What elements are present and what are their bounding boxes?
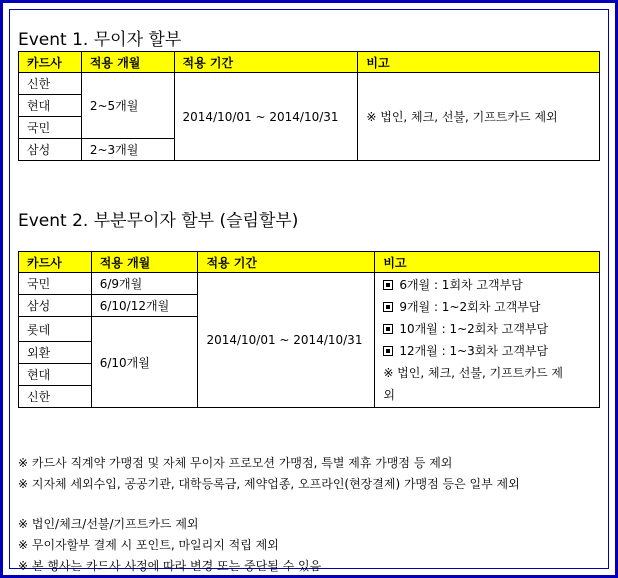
period-value: 2014/10/01 ~ 2014/10/31: [174, 73, 358, 161]
header-card: 카드사: [19, 52, 82, 73]
footnote: ※ 카드사 직계약 가맹점 및 자체 무이자 프로모션 가맹점, 특별 제휴 가맹점 등 제외: [18, 456, 453, 470]
months-value: 6/9개월: [91, 273, 198, 295]
footnote: ※ 법인/체크/선불/기프트카드 제외: [18, 517, 199, 531]
months-value: 6/10개월: [91, 317, 198, 408]
footnotes-group-2: [18, 514, 321, 577]
months-value: 6/10/12개월: [91, 295, 198, 317]
card-name: 신한: [19, 386, 92, 408]
card-name: 현대: [19, 364, 92, 386]
footnote: ※ 지자체 세외수입, 공공기관, 대학등록금, 제약업종, 오프라인(현장결제) 가맹점 등은 일부 제외: [18, 477, 520, 491]
note-text: 9개월 : 1~2회차 고객부담: [399, 300, 541, 314]
card-name: 삼성: [19, 295, 92, 317]
card-name: 롯데: [19, 317, 92, 342]
table-row: [19, 273, 600, 295]
header-card: 카드사: [19, 252, 92, 273]
footnote: ※ 무이자할부 결제 시 포인트, 마일리지 적립 제외: [18, 538, 279, 552]
header-note: 비고: [375, 252, 600, 273]
note-line: [383, 318, 599, 340]
months-value: 2~3개월: [81, 139, 174, 161]
header-note: 비고: [358, 52, 600, 73]
table-header-row: [19, 52, 600, 73]
card-name: 국민: [19, 273, 92, 295]
note-exclude-line-2: 외: [383, 388, 395, 402]
period-value: 2014/10/01 ~ 2014/10/31: [198, 273, 375, 408]
card-name: 국민: [19, 117, 82, 139]
table-row: [19, 73, 600, 95]
note-cell: [375, 273, 600, 408]
square-bullet-icon: [383, 302, 393, 312]
header-period: 적용 기간: [174, 52, 358, 73]
note-line: [383, 296, 599, 318]
card-name: 신한: [19, 73, 82, 95]
note-line: [383, 340, 599, 362]
footnotes-group-1: [18, 453, 520, 495]
table-header-row: [19, 252, 600, 273]
card-name: 삼성: [19, 139, 82, 161]
header-months: 적용 개월: [81, 52, 174, 73]
square-bullet-icon: [383, 324, 393, 334]
event1-title: Event 1. 무이자 할부: [18, 30, 182, 50]
note-text: 10개월 : 1~2회차 고객부담: [399, 322, 549, 336]
square-bullet-icon: [383, 280, 393, 290]
note-text: 12개월 : 1~3회차 고객부담: [399, 344, 549, 358]
event1-table: [18, 51, 600, 161]
card-name: 현대: [19, 95, 82, 117]
note-exclude-line-1: ※ 법인, 체크, 선불, 기프트카드 제: [383, 366, 563, 380]
note-value: ※ 법인, 체크, 선불, 기프트카드 제외: [358, 73, 600, 161]
header-period: 적용 기간: [198, 252, 375, 273]
note-line: [383, 274, 599, 296]
event2-title: Event 2. 부분무이자 할부 (슬림할부): [18, 211, 299, 231]
footnote: ※ 본 행사는 카드사 사정에 따라 변경 또는 중단될 수 있음: [18, 559, 322, 573]
note-text: 6개월 : 1회차 고객부담: [399, 278, 523, 292]
event2-table: [18, 251, 600, 408]
header-months: 적용 개월: [91, 252, 198, 273]
months-value: 2~5개월: [81, 73, 174, 139]
card-name: 외환: [19, 342, 92, 364]
square-bullet-icon: [383, 346, 393, 356]
